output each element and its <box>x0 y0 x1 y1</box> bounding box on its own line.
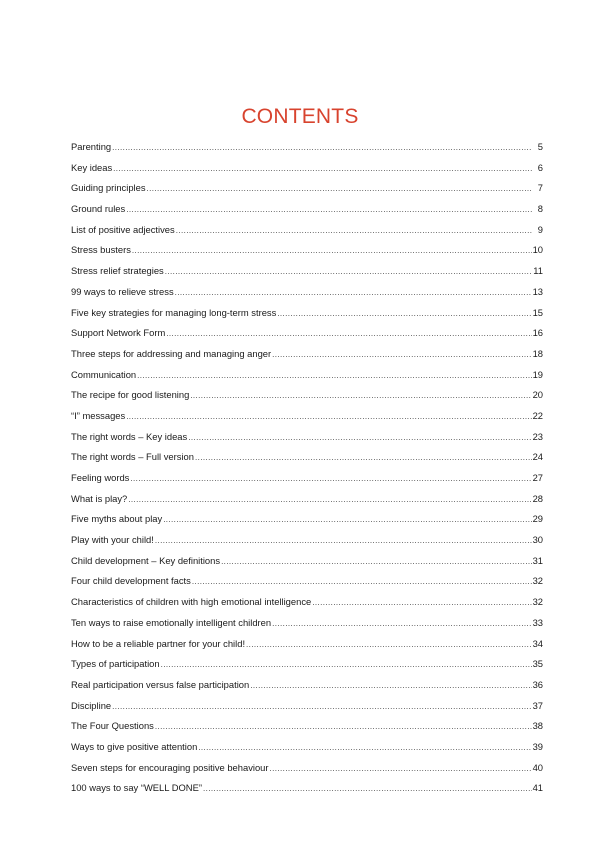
toc-entry <box>71 489 543 510</box>
toc-entry <box>71 758 543 779</box>
dot-leader <box>188 428 531 448</box>
toc-entry-title: Communication <box>71 368 137 380</box>
toc-entry-page-number: 20 <box>532 389 543 401</box>
toc-entry-title: Four child development facts <box>71 575 191 587</box>
toc-entry-title: The Four Questions <box>71 720 154 732</box>
toc-entry-title: Five myths about play <box>71 513 163 525</box>
toc-entry-page-number: 13 <box>532 285 543 297</box>
toc-entry <box>71 385 543 406</box>
toc-entry-title: Real participation versus false participation <box>71 678 250 690</box>
toc-entry-page-number: 33 <box>532 616 543 628</box>
toc-entry-page-number: 18 <box>532 347 543 359</box>
dot-leader <box>272 345 531 365</box>
toc-entry <box>71 592 543 613</box>
toc-entry-title: The recipe for good listening <box>71 389 190 401</box>
dot-leader <box>176 221 532 241</box>
toc-entry-title: Five key strategies for managing long-term stress <box>71 306 277 318</box>
toc-entry-title: How to be a reliable partner for your child! <box>71 637 246 649</box>
toc-entry <box>71 303 543 324</box>
dot-leader <box>192 572 532 592</box>
toc-entry-page-number: 7 <box>537 182 543 194</box>
toc-entry <box>71 158 543 179</box>
toc-entry <box>71 634 543 655</box>
toc-entry-title: Parenting <box>71 141 112 152</box>
toc-entry-title: Guiding principles <box>71 182 146 194</box>
dot-leader <box>132 241 532 261</box>
toc-entry <box>71 571 543 592</box>
toc-entry <box>71 447 543 468</box>
toc-entry-title: Three steps for addressing and managing anger <box>71 347 272 359</box>
toc-entry-title: What is play? <box>71 492 128 504</box>
toc-entry-title: “I” messages <box>71 409 126 421</box>
toc-entry-title: Key ideas <box>71 161 113 173</box>
toc-entry-page-number: 5 <box>537 141 543 152</box>
toc-entry-page-number: 6 <box>537 161 543 173</box>
dot-leader <box>166 324 531 344</box>
toc-entry-title: Feeling words <box>71 472 130 483</box>
toc-entry <box>71 654 543 675</box>
toc-entry-page-number: 10 <box>532 244 543 256</box>
dot-leader <box>270 759 532 779</box>
toc-entry-page-number: 29 <box>532 513 543 525</box>
toc-entry-page-number: 16 <box>532 327 543 339</box>
dot-leader <box>126 407 531 427</box>
toc-entry-page-number: 40 <box>532 761 543 773</box>
toc-entry <box>71 530 543 551</box>
table-of-contents <box>71 137 543 799</box>
toc-entry-title: Ways to give positive attention <box>71 740 198 752</box>
dot-leader <box>163 510 531 530</box>
toc-entry-page-number: 35 <box>532 658 543 670</box>
dot-leader <box>130 469 531 489</box>
dot-leader <box>155 717 532 737</box>
toc-entry-page-number: 9 <box>537 223 543 235</box>
toc-entry <box>71 365 543 386</box>
toc-entry <box>71 282 543 303</box>
dot-leader <box>113 159 532 179</box>
toc-entry <box>71 613 543 634</box>
page-title: CONTENTS <box>241 105 359 129</box>
toc-entry <box>71 406 543 427</box>
dot-leader <box>137 366 531 386</box>
dot-leader <box>221 552 532 572</box>
toc-entry <box>71 220 543 241</box>
dot-leader <box>155 531 532 551</box>
toc-entry <box>71 778 543 799</box>
dot-leader <box>198 738 531 758</box>
toc-entry-title: Characteristics of children with high emotional intelligence <box>71 596 312 608</box>
toc-entry-page-number: 28 <box>532 492 543 504</box>
toc-entry <box>71 509 543 530</box>
dot-leader <box>195 448 532 468</box>
toc-entry-page-number: 39 <box>532 740 543 752</box>
toc-entry-title: Child development – Key definitions <box>71 554 221 566</box>
toc-entry-page-number: 19 <box>532 368 543 380</box>
toc-entry-page-number: 23 <box>532 430 543 442</box>
toc-entry-page-number: 27 <box>532 472 543 483</box>
toc-entry-title: Play with your child! <box>71 534 154 546</box>
toc-entry <box>71 323 543 344</box>
toc-entry-title: Ground rules <box>71 203 126 215</box>
toc-entry <box>71 261 543 282</box>
toc-entry-page-number: 36 <box>532 678 543 690</box>
toc-entry-page-number: 32 <box>532 596 543 608</box>
toc-entry <box>71 468 543 489</box>
toc-entry-page-number: 34 <box>532 637 543 649</box>
dot-leader <box>175 283 532 303</box>
toc-entry <box>71 178 543 199</box>
toc-entry-page-number: 38 <box>532 720 543 732</box>
toc-entry <box>71 240 543 261</box>
toc-entry <box>71 696 543 717</box>
toc-entry-title: List of positive adjectives <box>71 223 175 235</box>
toc-entry <box>71 716 543 737</box>
toc-entry-page-number: 15 <box>532 306 543 318</box>
toc-entry-page-number: 8 <box>537 203 543 215</box>
toc-entry-title: Stress busters <box>71 244 131 256</box>
toc-entry <box>71 137 543 158</box>
toc-entry-title: The right words – Full version <box>71 451 194 463</box>
toc-entry-page-number: 11 <box>533 265 543 277</box>
toc-entry-page-number: 41 <box>532 782 543 794</box>
toc-entry-page-number: 31 <box>532 554 543 566</box>
toc-entry-page-number: 32 <box>532 575 543 587</box>
dot-leader <box>246 635 532 655</box>
toc-entry-title: Ten ways to raise emotionally intelligent children <box>71 616 272 628</box>
dot-leader <box>161 655 532 675</box>
toc-entry-title: 99 ways to relieve stress <box>71 285 174 297</box>
toc-entry <box>71 199 543 220</box>
toc-entry-page-number: 37 <box>532 699 543 711</box>
toc-entry-title: Types of participation <box>71 658 160 670</box>
dot-leader <box>128 490 531 510</box>
toc-entry <box>71 427 543 448</box>
toc-entry-page-number: 24 <box>532 451 543 463</box>
toc-entry <box>71 737 543 758</box>
dot-leader <box>165 262 532 282</box>
toc-entry <box>71 344 543 365</box>
toc-entry-title: Seven steps for encouraging positive behaviour <box>71 761 269 773</box>
toc-entry-title: 100 ways to say “WELL DONE” <box>71 782 202 794</box>
toc-entry-page-number: 30 <box>532 534 543 546</box>
dot-leader <box>250 676 531 696</box>
dot-leader <box>277 304 531 324</box>
dot-leader <box>312 593 531 613</box>
dot-leader <box>147 179 532 199</box>
dot-leader <box>112 138 532 158</box>
toc-entry <box>71 551 543 572</box>
dot-leader <box>203 779 532 799</box>
toc-entry-title: Discipline <box>71 699 112 711</box>
dot-leader <box>272 614 531 634</box>
toc-entry <box>71 675 543 696</box>
toc-entry-page-number: 22 <box>532 409 543 421</box>
dot-leader <box>112 697 531 717</box>
dot-leader <box>126 200 532 220</box>
toc-entry-title: Stress relief strategies <box>71 265 164 277</box>
toc-entry-title: The right words – Key ideas <box>71 430 188 442</box>
dot-leader <box>190 386 531 406</box>
toc-entry-title: Support Network Form <box>71 327 166 339</box>
